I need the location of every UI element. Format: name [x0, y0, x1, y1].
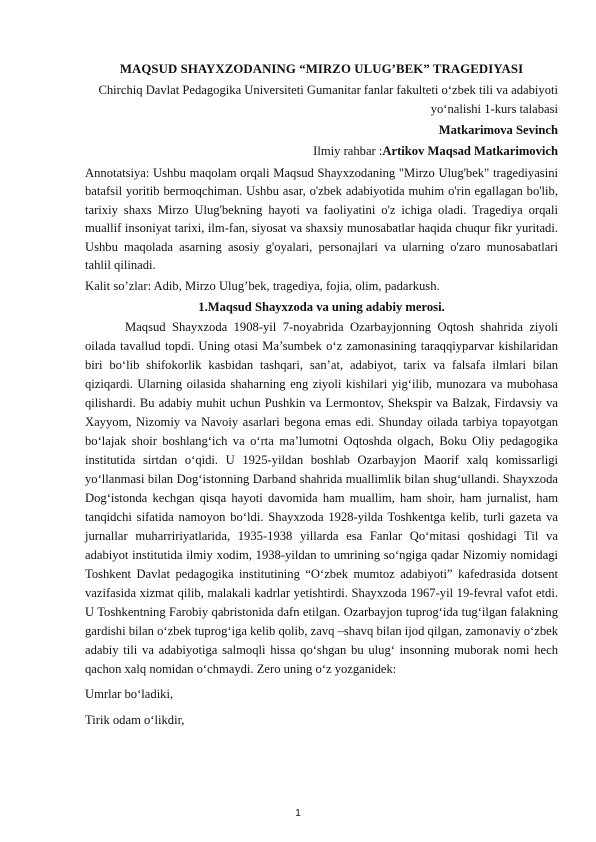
article-title: MAQSUD SHAYXZODANING “MIRZO ULUG’BEK” TRAGEDIYASI: [119, 62, 524, 76]
advisor-name: Artikov Maqsad Matkarimovich: [382, 144, 558, 158]
section-heading: 1.Maqsud Shayxzoda va uning adabiy merosi.: [198, 300, 445, 315]
verse-line: Umrlar bo‘ladiki,: [85, 687, 174, 702]
keywords: Kalit so’zlar: Adib, Mirzo Ulug’bek, tragediya, fojia, olim, padarkush.: [85, 279, 440, 294]
page-number: 1: [295, 808, 301, 819]
author-affiliation: Chirchiq Davlat Pedagogika Universiteti Gumanitar fanlar fakulteti o‘zbek tili va adabiyoti yo‘nalishi 1-kurs talabasi: [98, 83, 558, 116]
page-content: [85, 60, 558, 737]
abstract: Annotatsiya: Ushbu maqolam orqali Maqsud Shayxzodaning "Mirzo Ulug'bek" tragediyasini batafsil yoritib bermoqchiman. Ushbu asar, o'zbek adabiyotida muhim o'rin egallagan bo'lib, tarixiy shaxs Mirzo Ulug'bekning hayoti va faoliyatini o'z ichiga oladi. Tragediya orqali muallif insoniyat tarixi, ilm-fan, siyosat va shaxsiy munosabatlar haqida chuqur fikr yuritadi. Ushbu maqolada asarning asosiy g'oyalari, personajlari va ularning o'zaro munosabatlari tahlil qilinadi.: [85, 166, 558, 273]
advisor-label: Ilmiy rahbar :: [313, 144, 383, 158]
advisor-line: [85, 142, 558, 161]
verse-line: Tirik odam o‘likdir,: [85, 713, 185, 728]
body-paragraph: Maqsud Shayxzoda 1908-yil 7-noyabrida Ozarbayjonning Oqtosh shahrida ziyoli oilada tavallud topdi. Uning otasi Ma’sumbek o‘z zamonasining taraqqiyparvar kishilaridan biri bo‘lib shifokorlik kasbidan tashqari, san’at, adabiyot, tarix va falsafa ilmlari bilan qiziqardi. Ularning oilasida shaharning eng ziyoli kishilari yig‘ilib, munozara va mubohasa qilishardi. Bu adabiy muhit uchun Pushkin va Lermontov, Shekspir va Balzak, Firdavsiy va Xayyom, Nizomiy va Navoiy asarlari begona emas edi. Shunday oilada tarbiya topayotgan bo‘lajak shoir boshlang‘ich va o‘rta ma’lumotni Oqtoshda olgach, Boku Oliy pedagogika institutida sirtdan o‘qidi. U 1925-yildan boshlab Ozarbayjon Maorif xalq komissarligi yo‘llanmasi bilan Dog‘istonning Darband shahrida muallimlik bilan shug‘ullandi. Shayxzoda Dog‘istonda kechgan qisqa hayoti davomida ham muallim, ham shoir, ham jurnalist, ham tanqidchi sifatida namoyon bo‘ldi. Shayxzoda 1928-yilda Toshkentga kelib, turli gazeta va jurnallar muharririyatlarida, 1935-1938 yillarda esa Fanlar Qo‘mitasi qoshidagi Til va adabiyot institutida ilmiy xodim, 1938-yildan to umrining so‘ngiga qadar Nizomiy nomidagi Toshkent Davlat pedagogika institutining “O‘zbek mumtoz adabiyoti” kafedrasida dotsent vazifasida xizmat qilib, malakali kadrlar yetishtirdi. Shayxzoda 1967-yil 19-fevral vafot etdi. U Toshkentning Farobiy qabristonida dafn etilgan. Ozarbayjon tuprog‘ida tug‘ilgan falakning gardishi bilan o‘zbek tuprog‘iga kelib qolib, zavq –shavq bilan ijod qilgan, zamonaviy o‘zbek adabiy tili va adabiyotiga salmoqli hissa qo‘shgan bu ulug‘ insonning muborak nomi hech qachon xalq nomidan o‘chmaydi. Zero uning o‘z yozganidek:: [85, 320, 558, 677]
author-name: Matkarimova Sevinch: [438, 123, 558, 137]
verse-block: [85, 685, 558, 730]
